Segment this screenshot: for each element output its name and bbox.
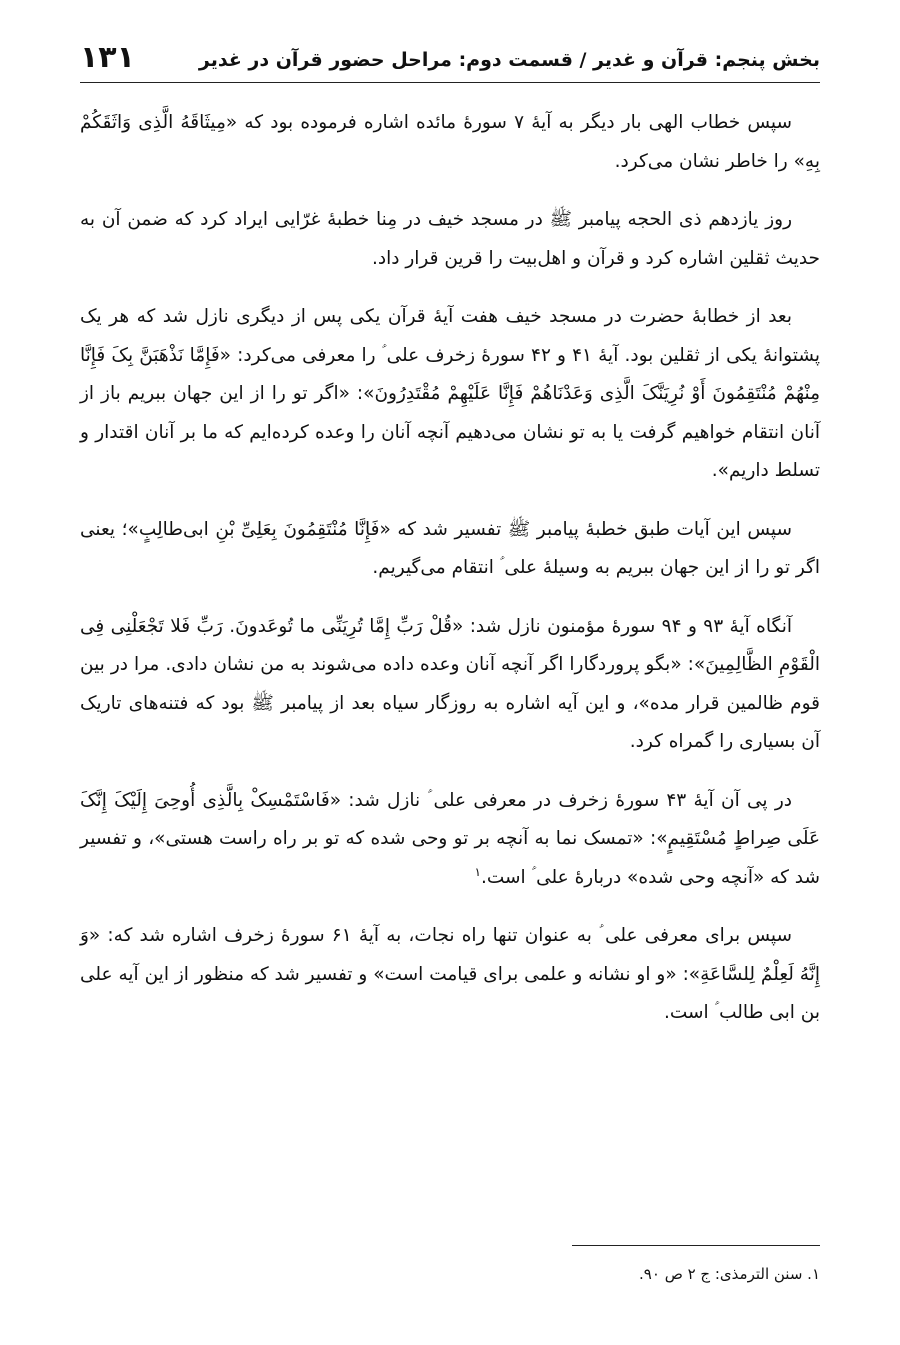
paragraph: سپس این آیات طبق خطبهٔ پیامبر ﷺ تفسیر شد که «فَإِنَّا مُنْتَقِمُونَ بِعَلِیِّ بْنِ ابی‌طالِبٍ»؛ یعنی اگر تو را از این جهان ببریم به وسیلهٔ علی ؑ انتقام می‌گیریم. [80, 518, 820, 578]
footnote-divider [572, 1245, 820, 1246]
paragraph: بعد از خطابهٔ حضرت در مسجد خیف هفت آیهٔ قرآن یکی پس از دیگری نازل شد که هر یک پشتوانهٔ یکی از ثقلین بود. آیهٔ ۴۱ و ۴۲ سورهٔ زخرف علی ؑ را معرفی می‌کرد: «فَإِمَّا نَذْهَبَنَّ بِکَ فَإِنَّا مِنْهُمْ مُنْتَقِمُونَ أَوْ نُرِیَنَّکَ الَّذِی وَعَدْنَاهُمْ فَإِنَّا عَلَیْهِمْ مُقْتَدِرُونَ»: «اگر تو را از این جهان ببریم باز از آنان انتقام خواهیم گرفت یا به تو نشان می‌دهیم آنچه آنان را وعده کرده‌ایم که ما بر آنان اقتدار و تسلط داریم». [80, 306, 820, 481]
running-head: بخش پنجم: قرآن و غدیر / قسمت دوم: مراحل حضور قرآن در غدیر [198, 49, 820, 71]
paragraph-text: در پی آن آیهٔ ۴۳ سورهٔ زخرف در معرفی علی ؑ نازل شد: «فَاسْتَمْسِکْ بِالَّذِی أُوحِیَ إِلَیْکَ إِنَّکَ عَلَى صِراطٍ مُسْتَقِیمٍ»: «تمسک نما به آنچه بر تو وحی شده که تو بر راه راست هستی»، و تفسیر شد که «آنچه وحی شده» دربارهٔ علی ؑ است. [80, 789, 820, 888]
footnote: ۱. سنن الترمذی: ج ۲ ص ۹۰. [639, 1265, 820, 1283]
paragraph: روز یازدهم ذی الحجه پیامبر ﷺ در مسجد خیف در مِنا خطبهٔ غرّایی ایراد کرد که ضمن آن به حدیث ثقلین اشاره کرد و قرآن و اهل‌بیت را قرین قرار داد. [80, 209, 820, 269]
paragraph: سپس خطاب الهی بار دیگر به آیهٔ ۷ سورهٔ مائده اشاره فرموده بود که «مِیثَاقَهُ الَّذِی وَاثَقَکُمْ بِهِ» را خاطر نشان می‌کرد. [80, 112, 820, 172]
body-text [80, 104, 820, 1053]
footnote-marker[interactable]: ۱ [474, 864, 481, 879]
page-header [80, 38, 820, 83]
paragraph: آنگاه آیهٔ ۹۳ و ۹۴ سورهٔ مؤمنون نازل شد: «قُلْ رَبِّ إِمَّا تُرِیَنِّی ما تُوعَدونَ. رَبِّ فَلا تَجْعَلْنِی فِی الْقَوْمِ الظَّالِمِینَ»: «بگو پروردگارا اگر آنچه آنان وعده داده می‌شوند به من نشان دادی. مرا در بین قوم ظالمین قرار مده»، و این آیه اشاره به روزگار سیاه بعد از پیامبر ﷺ بود که فتنه‌های تاریک آن بسیاری را گمراه کرد. [80, 615, 820, 752]
page-number: ۱۳۱ [80, 39, 135, 75]
paragraph: سپس برای معرفی علی ؑ به عنوان تنها راه نجات، به آیهٔ ۶۱ سورهٔ زخرف اشاره شد که: «وَ إِنَّهُ لَعِلْمٌ لِلسَّاعَةِ»: «و او نشانه و علمی برای قیامت است» و تفسیر شد که منظور از این آیه علی بن ابی طالب ؑ است. [80, 925, 820, 1023]
paragraph-with-footnote [80, 782, 820, 898]
